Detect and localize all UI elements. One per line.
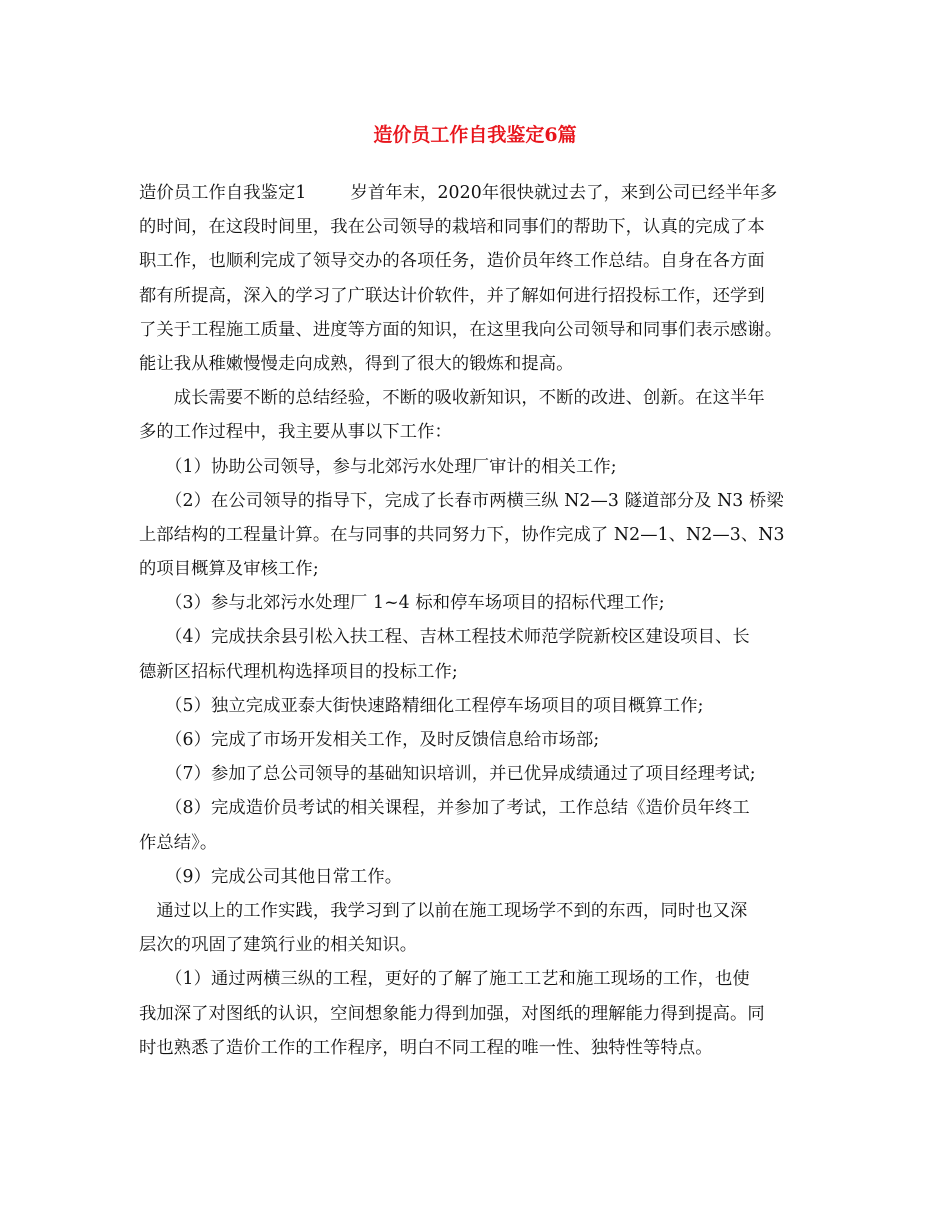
paragraph-line: 的项目概算及审核工作;: [139, 559, 319, 580]
paragraph-line: （6）完成了市场开发相关工作，及时反馈信息给市场部;: [139, 730, 600, 750]
paragraph-line: （1）协助公司领导，参与北郊污水处理厂审计的相关工作;: [139, 456, 617, 477]
paragraph-line: （5）独立完成亚泰大街快速路精细化工程停车场项目的项目概算工作;: [139, 695, 704, 716]
paragraph-line: 能让我从稚嫩慢慢走向成熟，得到了很大的锻炼和提高。: [139, 353, 574, 374]
paragraph-line: （4）完成扶余县引松入扶工程、吉林工程技术师范学院新校区建设项目、长: [139, 627, 750, 648]
paragraph-line: 多的工作过程中，我主要从事以下工作：: [139, 422, 452, 443]
paragraph-line: 时也熟悉了造价工作的工作程序，明白不同工程的唯一性、独特性等特点。: [139, 1037, 713, 1058]
paragraph-line: （2）在公司领导的指导下，完成了长春市两横三纵 N2—3 隧道部分及 N3 桥梁: [139, 490, 784, 511]
document-title: 造价员工作自我鉴定6篇: [373, 124, 577, 146]
paragraph-line: 了关于工程施工质量、进度等方面的知识，在这里我向公司领导和同事们表示感谢。: [139, 319, 783, 340]
paragraph-line: （7）参加了总公司领导的基础知识培训，并已优异成绩通过了项目经理考试;: [139, 764, 756, 785]
paragraph-line: 上部结构的工程量计算。在与同事的共同努力下，协作完成了 N2—1、N2—3、N3: [139, 524, 785, 545]
paragraph-line: 职工作，也顺利完成了领导交办的各项任务，造价员年终工作总结。自身在各方面: [139, 251, 765, 272]
paragraph-text: 岁首年末，2020年很快就过去了，来到公司已经半年多: [350, 183, 778, 203]
paragraph-line: （1）通过两横三纵的工程，更好的了解了施工工艺和施工现场的工作，也使: [139, 969, 750, 990]
paragraph-line: 成长需要不断的总结经验，不断的吸收新知识，不断的改进、创新。在这半年: [139, 388, 765, 409]
paragraph-line: 德新区招标代理机构选择项目的投标工作;: [139, 661, 458, 682]
paragraph-line: （8）完成造价员考试的相关课程，并参加了考试，工作总结《造价员年终工: [139, 798, 750, 819]
paragraph-line: （9）完成公司其他日常工作。: [139, 866, 403, 887]
paragraph-line: 层次的巩固了建筑行业的相关知识。: [139, 935, 418, 956]
paragraph-line: 作总结》。: [139, 832, 218, 853]
paragraph-line: 通过以上的工作实践，我学习到了以前在施工现场学不到的东西，同时也又深: [139, 900, 748, 921]
paragraph-line: 都有所提高，深入的学习了广联达计价软件，并了解如何进行招投标工作，还学到: [139, 285, 765, 306]
document-body: [139, 176, 819, 1065]
paragraph-line: [139, 176, 819, 210]
paragraph-line: 的时间，在这段时间里，我在公司领导的栽培和同事们的帮助下，认真的完成了本: [139, 217, 765, 238]
section-heading: 造价员工作自我鉴定1: [139, 183, 307, 203]
paragraph-line: （3）参与北郊污水处理厂 1~4 标和停车场项目的招标代理工作;: [139, 593, 665, 614]
paragraph-line: 我加深了对图纸的认识，空间想象能力得到加强，对图纸的理解能力得到提高。同: [139, 1003, 765, 1024]
